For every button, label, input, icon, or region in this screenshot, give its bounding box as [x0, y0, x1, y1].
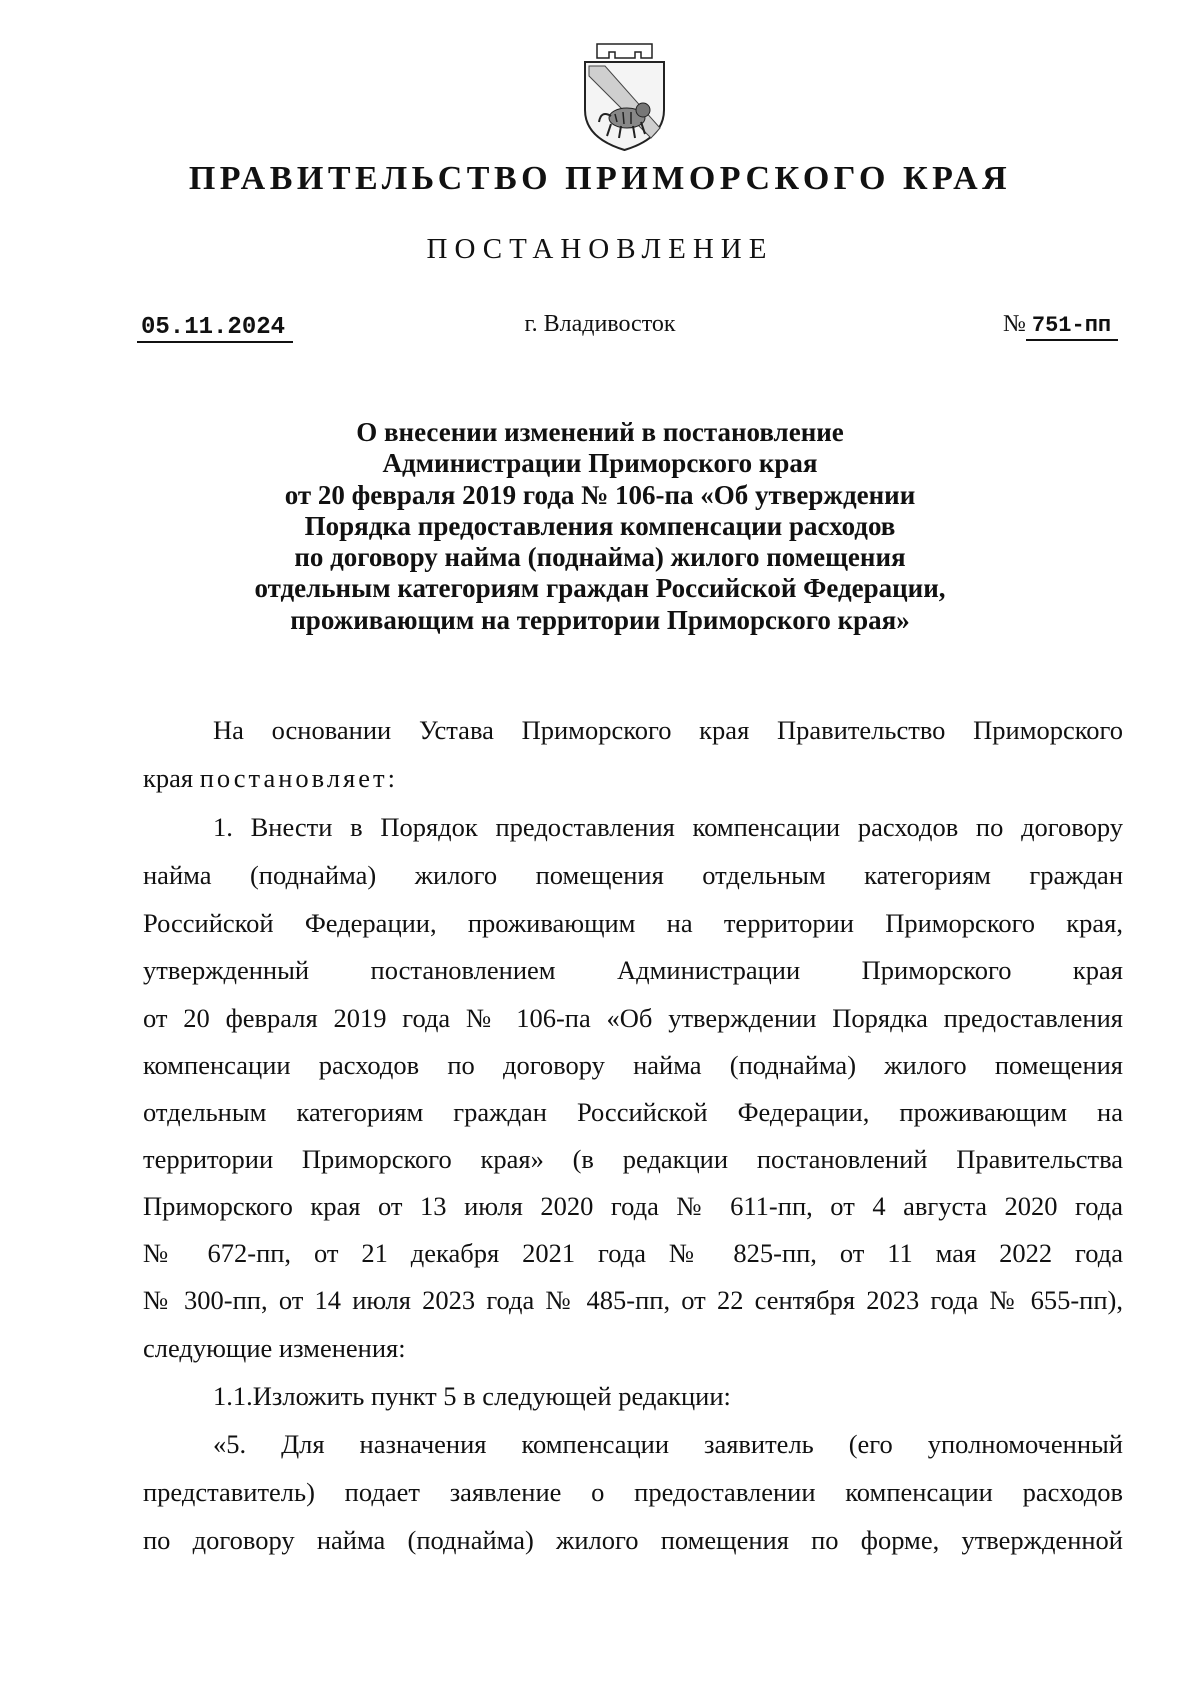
government-title: ПРАВИТЕЛЬСТВО ПРИМОРСКОГО КРАЯ	[188, 160, 1012, 197]
body-line: Российской Федерации, проживающим на территории Приморского края,	[143, 908, 1123, 938]
body-line: № 300-пп, от 14 июля 2023 года № 485-пп, от 22 сентября 2023 года № 655-пп),	[143, 1285, 1123, 1315]
number-label: №	[1003, 311, 1026, 337]
body-line: территории Приморского края» (в редакции постановлений Правительства	[143, 1144, 1123, 1174]
coat-of-arms-icon	[577, 40, 672, 152]
subject-line: от 20 февраля 2019 года № 106-па «Об утверждении	[284, 479, 916, 510]
document-number	[1003, 311, 1118, 341]
body-line: 1. Внести в Порядок предоставления компенсации расходов по договору	[213, 812, 1123, 842]
subject-line: Порядка предоставления компенсации расходов	[304, 510, 896, 541]
body-line: утвержденный постановлением Администрации Приморского края	[143, 955, 1123, 985]
body-line: отдельным категориям граждан Российской Федерации, проживающим на	[143, 1097, 1123, 1127]
body-line: 1.1.Изложить пункт 5 в следующей редакции:	[213, 1381, 731, 1411]
subject-line: по договору найма (поднайма) жилого помещения	[294, 542, 906, 573]
body-line: края постановляет:	[143, 763, 398, 793]
document-city: г. Владивосток	[524, 311, 676, 337]
subject-line: О внесении изменений в постановление	[356, 417, 844, 447]
body-line: № 672-пп, от 21 декабря 2021 года № 825-пп, от 11 мая 2022 года	[143, 1238, 1123, 1268]
body-line: Приморского края от 13 июля 2020 года № 611-пп, от 4 августа 2020 года	[143, 1191, 1123, 1221]
subject-line: Администрации Приморского края	[382, 448, 818, 479]
body-line: найма (поднайма) жилого помещения отдельным категориям граждан	[143, 860, 1123, 890]
body-line: от 20 февраля 2019 года № 106-па «Об утверждении Порядка предоставления	[143, 1003, 1123, 1033]
document-date: 05.11.2024	[137, 315, 293, 343]
body-line: компенсации расходов по договору найма (поднайма) жилого помещения	[143, 1050, 1123, 1080]
body-line: по договору найма (поднайма) жилого помещения по форме, утвержденной	[143, 1525, 1123, 1555]
body-line: На основании Устава Приморского края Правительство Приморского	[213, 715, 1123, 745]
body-line: следующие изменения:	[143, 1333, 406, 1363]
body-line: представитель) подает заявление о предоставлении компенсации расходов	[143, 1477, 1123, 1507]
resolves-word: постановляет:	[199, 763, 398, 793]
subject-line: проживающим на территории Приморского края»	[290, 604, 910, 635]
number-value: 751-пп	[1026, 313, 1118, 341]
document-type: ПОСТАНОВЛЕНИЕ	[426, 233, 774, 265]
subject-line: отдельным категориям граждан Российской Федерации,	[254, 573, 946, 604]
body-line: «5. Для назначения компенсации заявитель (его уполномоченный	[213, 1429, 1123, 1459]
document-subject	[150, 417, 1050, 636]
